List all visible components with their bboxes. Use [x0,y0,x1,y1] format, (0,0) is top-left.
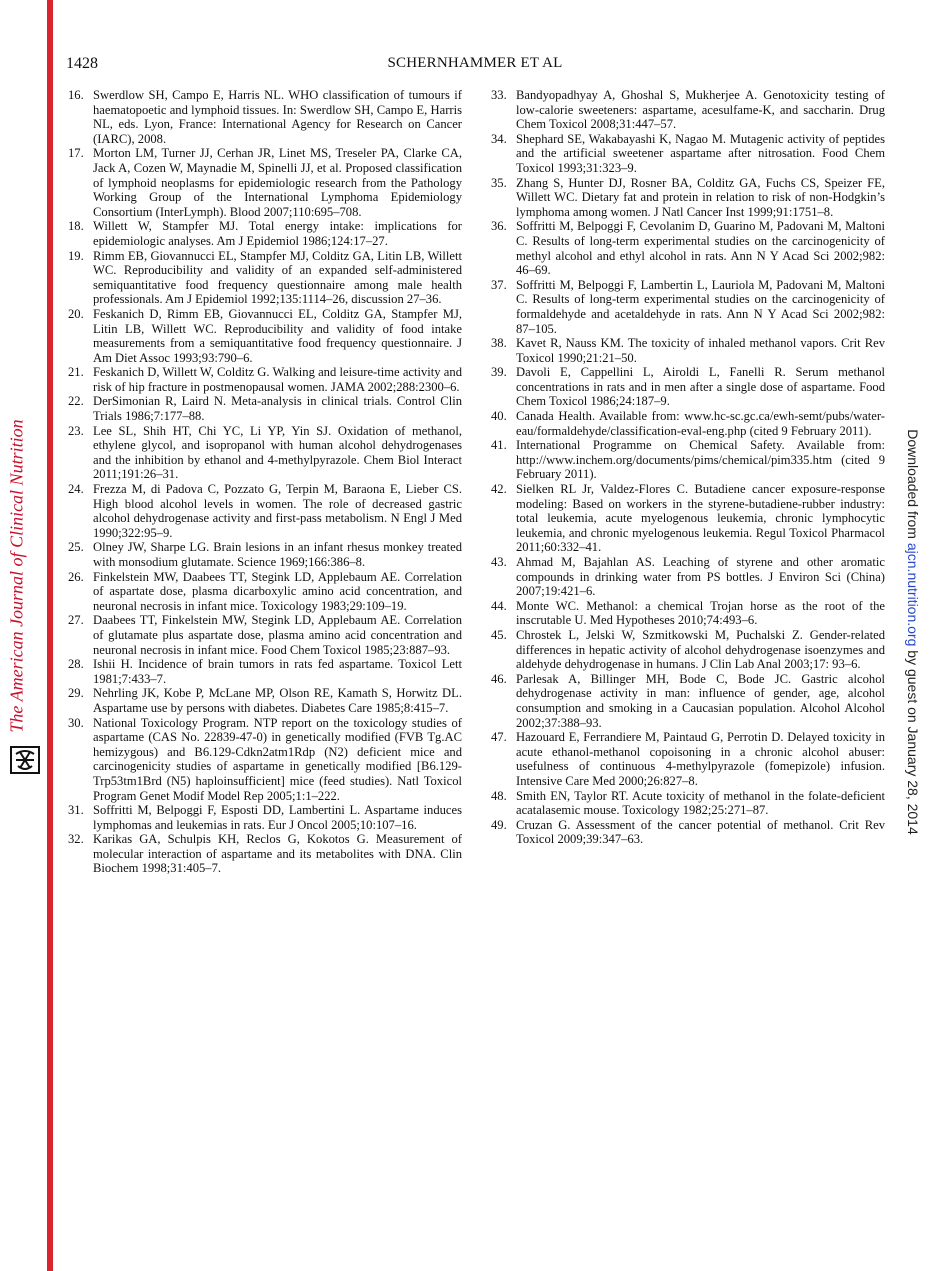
reference-text: Feskanich D, Willett W, Colditz G. Walking and leisure-time activity and risk of hip fracture in postmenopausal women. JAMA 2002;288:2300–6. [93,365,462,394]
reference-number: 41. [491,438,507,453]
download-note-suffix: by guest on January 28, 2014 [905,646,921,835]
download-note [905,429,921,835]
reference-number: 34. [491,131,507,146]
download-note-prefix: Downloaded from [905,429,921,543]
reference-text: DerSimonian R, Laird N. Meta-analysis in clinical trials. Control Clin Trials 1986;7:177–88. [93,394,462,424]
reference-text: Nehrling JK, Kobe P, McLane MP, Olson RE, Kamath S, Horwitz DL. Aspartame use by persons with diabetes. Diabetes Care 1985;8:415–7. [93,686,462,715]
reference-number: 43. [491,555,507,569]
reference-text: Bandyopadhyay A, Ghoshal S, Mukherjee A. Genotoxicity testing of low-calorie sweeteners: aspartame, acesulfame-K, and saccharin. Drug Chem Toxicol 2008;31:447–57. [516,88,885,132]
reference-number: 40. [491,409,507,424]
references-right-column [491,88,885,847]
reference-text: Soffritti M, Belpoggi F, Lambertin L, Lauriola M, Padovani M, Maltoni C. Results of long-term experimental studies on the carcinogenicity of formaldehyde and acetaldehyde in rats. Ann N Y Acad Sci 2002;982: 87–105. [516,277,885,336]
reference-text: Kavet R, Nauss KM. The toxicity of inhaled methanol vapors. Crit Rev Toxicol 1990;21:21–50. [516,336,885,365]
reference-number: 22. [68,394,84,409]
reference-item [491,789,885,818]
reference-text: Ahmad M, Bajahlan AS. Leaching of styrene and other aromatic compounds in drinking water from PS bottles. J Environ Sci (China) 2007;19:421–6. [516,555,885,599]
reference-item [68,424,462,482]
reference-text: Hazouard E, Ferrandiere M, Paintaud G, Perrotin D. Delayed toxicity in acute ethanol-methanol copoisoning in a chronic alcohol abuser: usefulness of continuous 4-methylpyrazole (fomepizole) infusion. Intensive Care Med 2000;26:827–8. [516,730,885,788]
reference-text: Swerdlow SH, Campo E, Harris NL. WHO classification of tumours if haematopoetic and lymphoid tissues. In: Swerdlow SH, Campo E, Harris NL, eds. Lyon, France: International Agency for Research on Cancer (IARC), 2008. [93,88,462,146]
reference-number: 38. [491,336,507,351]
reference-number: 20. [68,306,84,321]
reference-item [68,613,462,657]
reference-item [68,249,462,307]
reference-number: 39. [491,365,507,380]
reference-number: 45. [491,627,507,642]
reference-item [491,599,885,628]
reference-item [68,657,462,686]
reference-text: Canada Health. Available from: www.hc-sc.gc.ca/ewh-semt/pubs/water-eau/formaldehyde/classification-eval-eng.php (cited 9 February 2011). [516,409,885,438]
reference-number: 32. [68,832,84,847]
reference-text: Chrostek L, Jelski W, Szmitkowski M, Puchalski Z. Gender-related differences in hepatic activity of alcohol dehydrogenase isoenzymes and aldehyde dehydrogenase in humans. J Clin Lab Anal 2003;17: 93–6. [516,627,885,672]
reference-item [68,832,462,876]
reference-item [68,540,462,569]
reference-number: 49. [491,817,507,832]
reference-item [68,570,462,614]
reference-item [491,219,885,277]
reference-number: 29. [68,686,84,701]
reference-item [491,482,885,555]
reference-item [68,88,462,146]
reference-number: 33. [491,88,507,102]
reference-number: 17. [68,146,84,161]
reference-number: 42. [491,482,507,497]
reference-item [491,672,885,730]
reference-text: Olney JW, Sharpe LG. Brain lesions in an infant rhesus monkey treated with monsodium glutamate. Science 1969;166:386–8. [93,540,462,569]
reference-item [68,146,462,219]
journal-site-link[interactable]: ajcn.nutrition.org [905,542,921,647]
reference-item [68,219,462,248]
reference-item [68,803,462,832]
reference-number: 44. [491,598,507,613]
reference-item [491,818,885,847]
reference-item [68,365,462,394]
reference-text: Feskanich D, Rimm EB, Giovannucci EL, Colditz GA, Stampfer MJ, Litin LB, Willett WC. Reproducibility and validity of food intake measurements from a semiquantitative food frequency questionnaire. J Am Diet Assoc 1993;93:790–6. [93,306,462,365]
reference-text: Rimm EB, Giovannucci EL, Stampfer MJ, Colditz GA, Litin LB, Willett WC. Reproducibility and validity of an expanded self-administered semiquantitative food frequency questionnaire among male health professionals. Am J Epidemiol 1992;135:1114–26, discussion 27–36. [93,248,462,307]
reference-number: 37. [491,277,507,292]
reference-number: 19. [68,248,84,263]
reference-text: Daabees TT, Finkelstein MW, Stegink LD, Applebaum AE. Correlation of glutamate plus aspartate dose, plasma amino acid concentration and neuronal necrosis in infant mice. Food Chem Toxicol 1985;23:887–93. [93,613,462,657]
references-left-column [68,88,462,876]
reference-text: Soffritti M, Belpoggi F, Esposti DD, Lambertini L. Aspartame induces lymphomas and leukemias in rats. Eur J Oncol 2005;10:107–16. [93,803,462,832]
reference-text: Finkelstein MW, Daabees TT, Stegink LD, Applebaum AE. Correlation of aspartate dose, plasma dicarboxylic amino acid concentration, and neuronal necrosis in infant mice. Toxicology 1983;29:109–19. [93,569,462,613]
reference-item [491,555,885,599]
reference-number: 46. [491,671,507,686]
reference-number: 23. [68,423,84,438]
reference-item [491,409,885,438]
reference-number: 18. [68,219,84,234]
reference-item [491,730,885,788]
reference-text: Zhang S, Hunter DJ, Rosner BA, Colditz GA, Fuchs CS, Speizer FE, Willett WC. Dietary fat and protein in relation to risk of non-Hodgkin’s lymphoma among women. J Natl Cancer Inst 1999;91:1751–8. [516,175,885,219]
reference-number: 26. [68,569,84,584]
reference-text: Ishii H. Incidence of brain tumors in rats fed aspartame. Toxicol Lett 1981;7:433–7. [93,657,462,686]
reference-item [68,686,462,715]
reference-text: Karikas GA, Schulpis KH, Reclos G, Kokotos G. Measurement of molecular interaction of aspartame and its metabolites with DNA. Clin Biochem 1998;31:405–7. [93,832,462,876]
journal-name: The American Journal of Clinical Nutrition [6,419,27,733]
page-number: 1428 [66,55,98,72]
reference-text: Cruzan G. Assessment of the cancer potential of methanol. Crit Rev Toxicol 2009;39:347–63. [516,817,885,847]
journal-crest-icon [10,746,40,774]
reference-item [491,336,885,365]
reference-text: Sielken RL Jr, Valdez-Flores C. Butadiene cancer exposure-response modeling: Based on workers in the styrene-butadiene-rubber industry: total leukemia, acute myelogenous leukemia, chronic lymphocytic leukemia, and chronic myelogenous leukemia. Regul Toxicol Pharmacol 2011;60:332–41. [516,482,885,555]
reference-item [491,438,885,482]
reference-number: 36. [491,219,507,234]
reference-item [491,628,885,672]
reference-text: Willett W, Stampfer MJ. Total energy intake: implications for epidemiologic analyses. Am J Epidemiol 1986;124:17–27. [93,219,462,248]
reference-item [68,307,462,365]
reference-number: 28. [68,657,84,672]
reference-text: Lee SL, Shih HT, Chi YC, Li YP, Yin SJ. Oxidation of methanol, ethylene glycol, and isopropanol with human alcohol dehydrogenases and the inhibition by ethanol and 4-methylpyrazole. Chem Biol Interact 2011;191:26–31. [93,423,462,482]
reference-text: Soffritti M, Belpoggi F, Cevolanim D, Guarino M, Padovani M, Maltoni C. Results of long-term experimental studies on the carcinogenicity of methyl alcohol and ethyl alcohol in rats. Ann N Y Acad Sci 2002;982: 46–69. [516,219,885,278]
reference-text: Frezza M, di Padova C, Pozzato G, Terpin M, Baraona E, Lieber CS. High blood alcohol levels in women. The role of decreased gastric alcohol dehydrogenase activity and first-pass metabolism. N Engl J Med 1990;322:95–9. [93,482,462,540]
reference-text: Monte WC. Methanol: a chemical Trojan horse as the root of the inscrutable U. Med Hypotheses 2010;74:493–6. [516,598,885,628]
reference-number: 16. [68,88,84,102]
reference-text: Davoli E, Cappellini L, Airoldi L, Fanelli R. Serum methanol concentrations in rats and in men after a single dose of aspartame. Food Chem Toxicol 1986;24:187–9. [516,365,885,409]
reference-list-left [68,88,462,876]
reference-list-right [491,88,885,847]
reference-text: Shephard SE, Wakabayashi K, Nagao M. Mutagenic activity of peptides and the artificial sweetener aspartame after nitrosation. Food Chem Toxicol 1993;31:323–9. [516,131,885,175]
reference-number: 48. [491,788,507,803]
running-head: SCHERNHAMMER ET AL [387,55,563,71]
reference-item [491,88,885,132]
reference-number: 27. [68,613,84,628]
reference-text: International Programme on Chemical Safety. Available from: http://www.inchem.org/documents/pims/chemical/pim335.htm (cited 9 February 2011). [516,438,885,482]
reference-number: 25. [68,540,84,555]
reference-item [491,278,885,336]
reference-number: 47. [491,730,507,745]
reference-number: 35. [491,175,507,190]
reference-text: Morton LM, Turner JJ, Cerhan JR, Linet MS, Treseler PA, Clarke CA, Jack A, Cozen W, Maynadie M, Spinelli JJ, et al. Proposed classification of lymphoid neoplasms for epidemiologic research from the Pathology Working Group of the International Lymphoma Epidemiology Consortium (InterLymph). Blood 2007;110:695–708. [93,146,462,219]
reference-item [68,716,462,804]
journal-accent-bar [47,0,53,1271]
reference-item [491,132,885,176]
reference-number: 30. [68,715,84,730]
reference-number: 31. [68,803,84,818]
reference-item [68,482,462,540]
reference-number: 24. [68,482,84,497]
reference-number: 21. [68,365,84,380]
reference-item [68,394,462,423]
reference-text: Parlesak A, Billinger MH, Bode C, Bode JC. Gastric alcohol dehydrogenase activity in man: influence of gender, age, alcohol consumption and smoking in a Caucasian population. Alcohol Alcohol 2002;37:388–93. [516,671,885,730]
reference-item [491,176,885,220]
reference-text: National Toxicology Program. NTP report on the toxicology studies of aspartame (CAS No. 22839-47-0) in genetically modified (FVB Tg.AC hemizygous) and B6.129-Cdkn2atm1Rdp (N2) deficient mice and carcinogenicity studies of aspartame in genetically modified [B6.129-Trp53tm1Brd (N5) haploinsufficient] mice (feed studies). Natl Toxicol Program Genet Modif Model Rep 2005;1:1–222. [93,715,462,803]
reference-text: Smith EN, Taylor RT. Acute toxicity of methanol in the folate-deficient acatalasemic mouse. Toxicology 1982;25:271–87. [516,788,885,818]
reference-item [491,365,885,409]
